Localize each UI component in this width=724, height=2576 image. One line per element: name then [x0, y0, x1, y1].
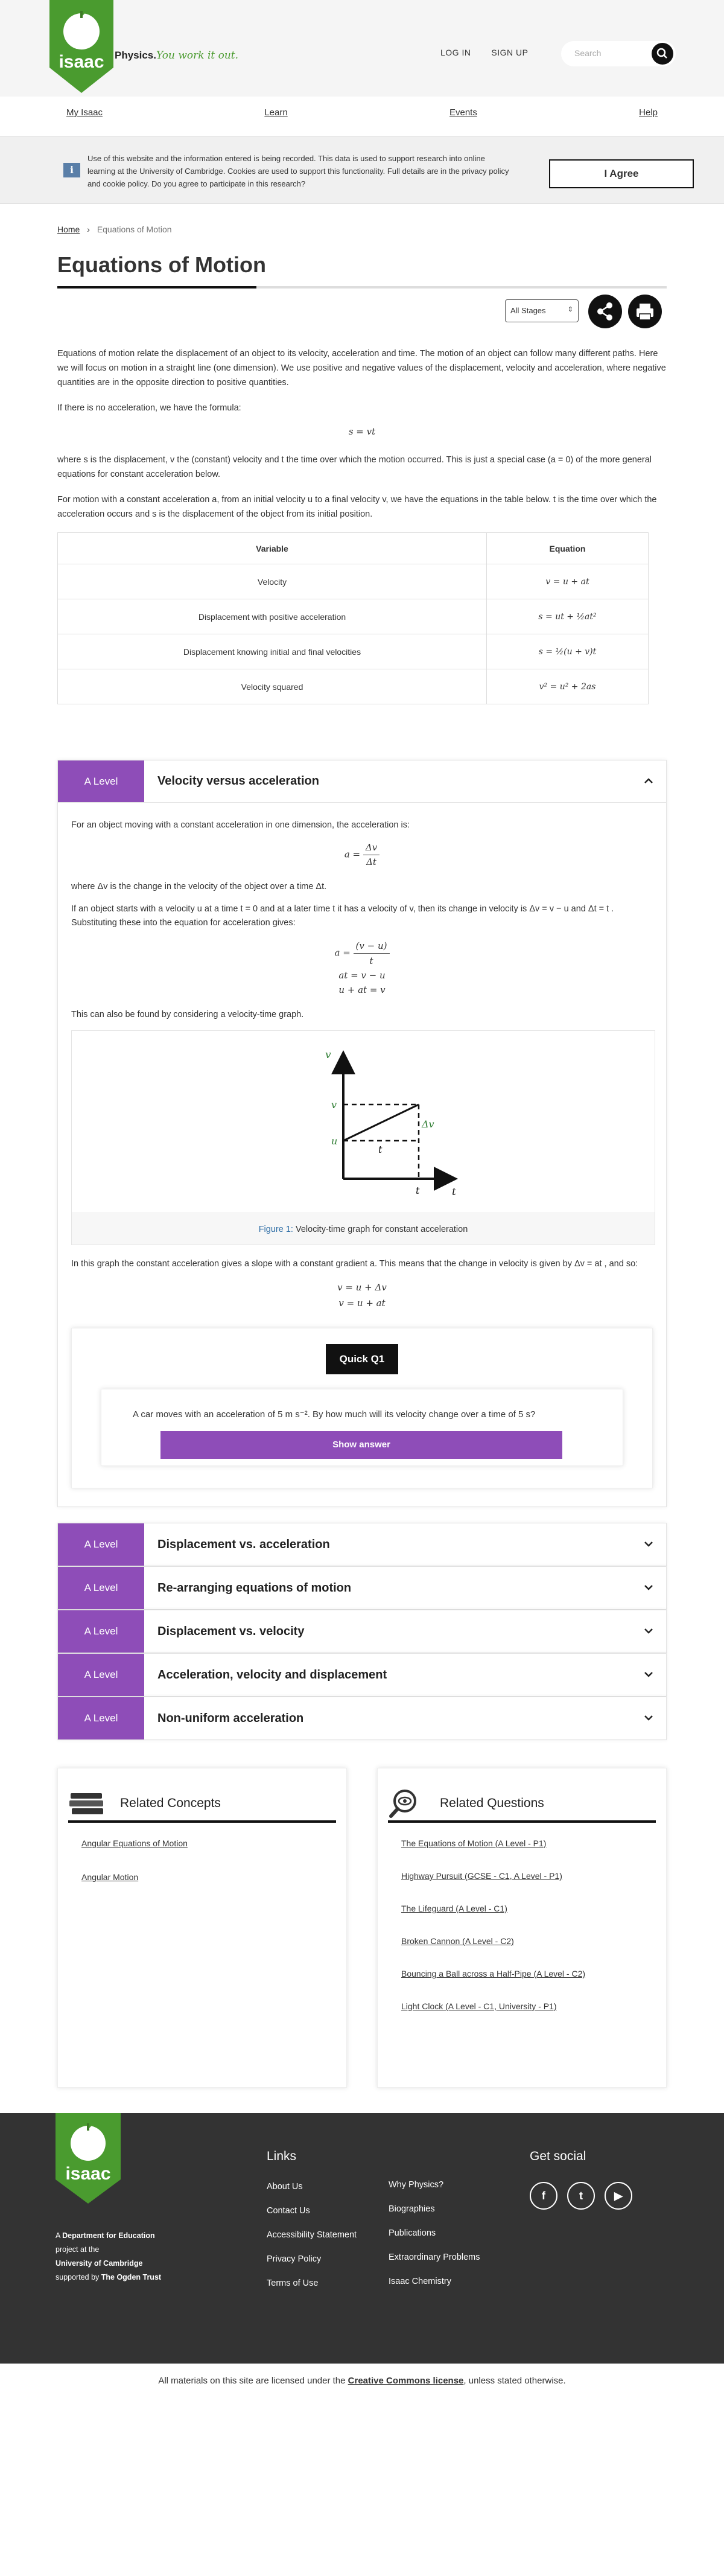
v-axis-label: v [325, 1049, 331, 1061]
accordion-title: Displacement vs. velocity [157, 1624, 305, 1638]
magnifier-eye-icon [388, 1788, 427, 1819]
related-questions-title: Related Questions [440, 1796, 544, 1810]
nav-events[interactable]: Events [449, 107, 477, 118]
twitter-icon[interactable]: t [567, 2182, 595, 2210]
nav-help[interactable]: Help [639, 107, 658, 118]
related-question-link[interactable]: Bouncing a Ball across a Half-Pipe (A Level - C2) [401, 1969, 586, 1978]
chevron-down-icon [642, 1711, 655, 1724]
nav-my-isaac[interactable]: My Isaac [66, 107, 103, 118]
brand-tagline: Physics.You work it out. [115, 49, 239, 62]
chevron-up-icon [642, 774, 655, 788]
table-row [58, 599, 649, 634]
related-questions-list [388, 1838, 656, 2011]
related-concepts-title: Related Concepts [120, 1796, 221, 1810]
accordion-title: Displacement vs. acceleration [157, 1537, 330, 1551]
breadcrumb-current: Equations of Motion [97, 225, 172, 234]
table-cell: Velocity squared [58, 669, 487, 704]
level-badge: A Level [58, 1610, 144, 1653]
column-header: Variable [58, 533, 487, 564]
related-question-link[interactable]: Light Clock (A Level - C1, University - P1) [401, 2001, 557, 2011]
footer-link[interactable]: Biographies [389, 2204, 435, 2214]
body-paragraph: This can also be found by considering a velocity-time graph. [71, 1010, 304, 1019]
related-questions [377, 1768, 667, 2088]
accordion-header[interactable] [58, 1697, 666, 1739]
body-paragraph: In this graph the constant acceleration gives a slope with a constant gradient a. This means that the change in velocity is given by Δv = at , and so: [71, 1259, 638, 1269]
nav-learn[interactable]: Learn [264, 107, 288, 118]
accordion-section-rearranging[interactable] [57, 1566, 667, 1610]
share-icon [588, 295, 622, 328]
chevron-down-icon [642, 1668, 655, 1681]
chevron-down-icon [642, 1537, 655, 1551]
accordion [57, 760, 667, 1740]
search-placeholder: Search [574, 48, 602, 58]
related-question-link[interactable]: The Equations of Motion (A Level - P1) [401, 1838, 547, 1848]
signup-link[interactable]: SIGN UP [491, 48, 529, 57]
cookie-text: Use of this website and the information entered is being recorded. This data is used to support research into online learning at the University of Cambridge. Cookies are used to support this functionality. Full details are in the privacy policy and cookie policy. Do you agree to participate in this research? [87, 154, 509, 188]
chevron-down-icon [642, 1624, 655, 1637]
accordion-title: Re-arranging equations of motion [157, 1581, 352, 1595]
table-cell: v = u + at [487, 564, 649, 599]
footer-links-col2 [389, 2180, 480, 2301]
level-badge: A Level [58, 1697, 144, 1739]
isaac-logo[interactable] [49, 0, 113, 93]
accordion-section-displacement-acceleration[interactable] [57, 1523, 667, 1566]
accordion-section-displacement-velocity[interactable] [57, 1610, 667, 1653]
footer-link[interactable]: Contact Us [267, 2206, 310, 2216]
velocity-time-graph [72, 1031, 655, 1212]
delta-v-label: Δv [422, 1118, 434, 1130]
footer-link[interactable]: Publications [389, 2228, 436, 2238]
license-bar: All materials on this site are licensed under the Creative Commons license, unless stated otherwise. [0, 2364, 724, 2401]
footer-link[interactable]: Isaac Chemistry [389, 2277, 451, 2286]
intro-paragraph: If there is no acceleration, we have the formula: [57, 403, 241, 413]
table-cell: s = ut + ½at² [487, 599, 649, 634]
print-button[interactable] [628, 295, 662, 328]
table-cell: s = ½(u + v)t [487, 634, 649, 669]
footer-link[interactable]: Privacy Policy [267, 2254, 322, 2264]
footer-social [530, 2149, 632, 2210]
equation-acceleration: a = $\frac{\Delta v}{\Delta t}$ [71, 841, 653, 869]
related-question-link[interactable]: Broken Cannon (A Level - C2) [401, 1936, 514, 1946]
table-row [58, 564, 649, 599]
accordion-section-non-uniform[interactable] [57, 1697, 667, 1740]
updown-chevron-icon: ⇕ [567, 306, 573, 313]
accordion-section-acceleration-velocity-displacement[interactable] [57, 1653, 667, 1697]
t-axis-label: t [452, 1186, 456, 1198]
quick-question [71, 1328, 653, 1488]
chevron-right-icon: › [87, 225, 90, 234]
cookie-banner [0, 136, 724, 204]
level-badge: A Level [58, 1654, 144, 1696]
intro-paragraph: Equations of motion relate the displacement of an object to its velocity, acceleration and time. The motion of an object can follow many different paths. Here we will focus on motion in a straight line (one dimension). We use positive and negative values of the displacement, velocity and acceleration, where negative quantities are in the opposite direction to positive quantities. [57, 349, 666, 387]
u-label: u [331, 1135, 338, 1147]
intro-section [57, 346, 667, 521]
accordion-header[interactable] [58, 1654, 666, 1696]
level-badge: A Level [58, 1567, 144, 1609]
breadcrumb [57, 204, 667, 241]
related-concept-link[interactable]: Angular Equations of Motion [81, 1838, 188, 1848]
level-badge: A Level [58, 1523, 144, 1566]
svg-text:isaac: isaac [65, 2164, 111, 2184]
cookie-policy-link[interactable]: cookie policy [103, 179, 147, 188]
intro-paragraph: For motion with a constant acceleration a, from an initial velocity u to a final velocity v, we have the equations in the table below. t is the time over which the acceleration occurs and s is the displacement of the object from its initial position. [57, 495, 657, 519]
accordion-title: Acceleration, velocity and displacement [157, 1668, 387, 1682]
equations-table [57, 532, 649, 704]
footer-link[interactable]: Why Physics? [389, 2180, 444, 2190]
agree-button[interactable]: I Agree [549, 159, 694, 188]
creative-commons-link[interactable]: Creative Commons license [348, 2376, 464, 2386]
body-paragraph: If an object starts with a velocity u at a time t = 0 and at a later time t it has a velocity of v, then its change in velocity is Δv = v − u and Δt = t . Substituting these into the equation for acceleration gives: [71, 904, 614, 928]
share-button[interactable] [588, 295, 622, 328]
svg-text:isaac: isaac [59, 52, 104, 72]
youtube-icon[interactable]: ▶ [605, 2182, 632, 2210]
formula-s-vt: s = vt [348, 426, 376, 437]
related-questions-header [388, 1787, 656, 1823]
chevron-down-icon [642, 1581, 655, 1594]
t-interval-label: t [378, 1144, 383, 1155]
search-input[interactable] [561, 41, 676, 66]
accordion-title: Velocity versus acceleration [157, 774, 319, 788]
footer-links-title: Links [267, 2149, 297, 2163]
footer-link[interactable]: Accessibility Statement [267, 2230, 357, 2240]
page-title: Equations of Motion [57, 252, 266, 277]
column-header: Equation [487, 533, 649, 564]
breadcrumb-home[interactable]: Home [57, 225, 80, 234]
footer-social-title: Get social [530, 2149, 586, 2163]
related-question-link[interactable]: The Lifeguard (A Level - C1) [401, 1904, 507, 1913]
stage-select-value: All Stages [510, 306, 546, 315]
search-button[interactable] [652, 43, 673, 65]
login-link[interactable]: LOG IN [440, 48, 471, 57]
facebook-icon[interactable]: f [530, 2182, 557, 2210]
accordion-header[interactable] [58, 760, 666, 803]
figure-velocity-time [71, 1030, 655, 1245]
related-concept-link[interactable]: Angular Motion [81, 1872, 139, 1882]
level-badge: A Level [58, 760, 144, 802]
search-icon [652, 43, 673, 65]
footer-link[interactable]: About Us [267, 2182, 303, 2192]
table-cell: v² = u² + 2as [487, 669, 649, 704]
page-tools [57, 289, 667, 346]
footer-credits: A Department for Education project at the University of Cambridge supported by The Ogden Trust [56, 2231, 162, 2281]
table-row [58, 634, 649, 669]
books-icon [68, 1790, 107, 1817]
related-concepts-header [68, 1787, 336, 1823]
quick-question-text: A car moves with an acceleration of 5 m s⁻². By how much will its velocity change over a time of 5 s? [133, 1409, 536, 1420]
related-content [57, 1768, 667, 2088]
body-paragraph: For an object moving with a constant acceleration in one dimension, the acceleration is: [71, 820, 410, 830]
footer-link[interactable]: Extraordinary Problems [389, 2252, 480, 2262]
table-cell: Displacement knowing initial and final velocities [58, 634, 487, 669]
accordion-title: Non-uniform acceleration [157, 1711, 304, 1725]
accordion-header[interactable] [58, 1610, 666, 1653]
privacy-policy-link[interactable]: privacy policy [462, 167, 509, 176]
account-links [440, 48, 546, 57]
footer-link[interactable]: Terms of Use [267, 2278, 319, 2288]
velocity-line [343, 1105, 419, 1141]
equation-final: v = u + Δv v = u + at [337, 1282, 387, 1309]
related-concepts-list [68, 1838, 336, 1882]
info-icon: i [63, 163, 80, 177]
table-header-row [58, 533, 649, 564]
accordion-section-velocity [57, 760, 667, 1507]
main-nav [0, 97, 724, 136]
v-label: v [331, 1099, 337, 1111]
accordion-header[interactable] [58, 1523, 666, 1566]
footer-isaac-logo[interactable] [56, 2113, 121, 2204]
site-footer [0, 2113, 724, 2364]
table-row [58, 669, 649, 704]
related-question-link[interactable]: Highway Pursuit (GCSE - C1, A Level - P1) [401, 1871, 562, 1881]
quick-question-card [101, 1389, 623, 1466]
body-paragraph: where Δv is the change in the velocity of the object over a time Δt. [71, 882, 327, 891]
table-cell: Displacement with positive acceleration [58, 599, 487, 634]
figure-caption: Figure 1: Velocity-time graph for constant acceleration [258, 1225, 468, 1234]
equation-derivation: a = $\frac{(v - u)}{t}$ at = v − u u + at = v [71, 939, 653, 997]
accordion-body [58, 803, 666, 1506]
intro-paragraph: where s is the displacement, v the (constant) velocity and t the time over which the motion occurred. This is just a special case (a = 0) of the more general equations for constant acceleration below. [57, 455, 652, 479]
related-concepts [57, 1768, 347, 2088]
accordion-header[interactable] [58, 1567, 666, 1609]
footer-links-col1 [267, 2149, 357, 2303]
printer-icon [628, 295, 662, 328]
site-header [0, 0, 724, 97]
table-cell: Velocity [58, 564, 487, 599]
show-answer-button[interactable]: Show answer [160, 1431, 562, 1459]
stage-select[interactable] [505, 299, 579, 322]
quick-question-badge: Quick Q1 [326, 1344, 398, 1374]
t-label: t [416, 1185, 420, 1196]
